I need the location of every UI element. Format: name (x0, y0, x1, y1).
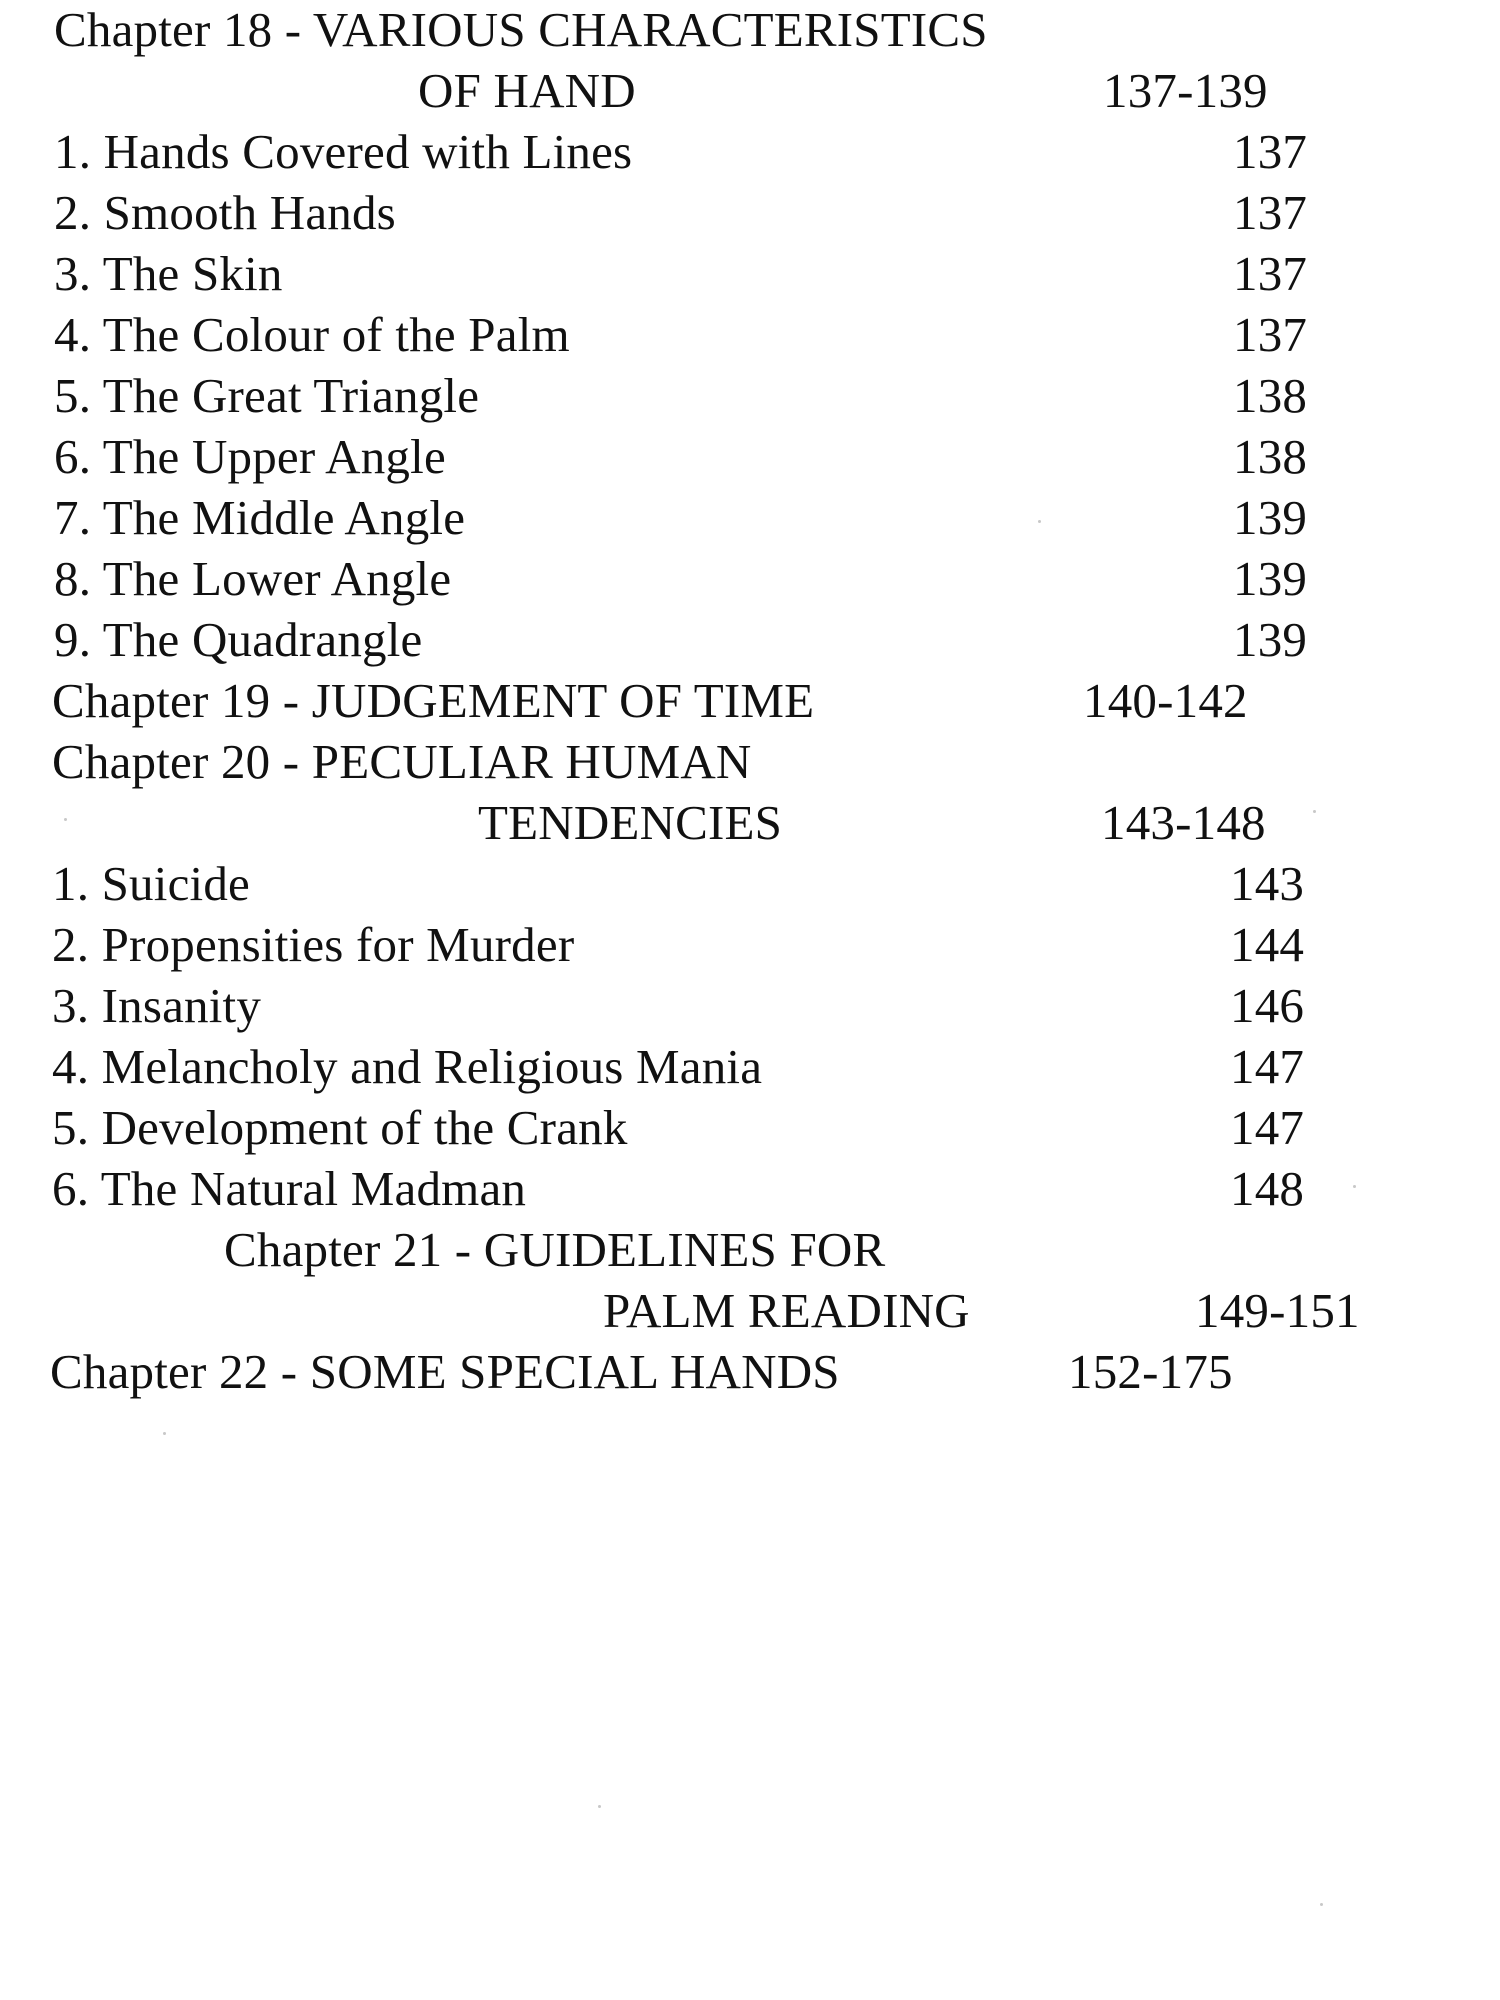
scan-speck (1038, 520, 1041, 523)
toc-item-page: 144 (1230, 917, 1305, 972)
chapter-20-title-line2: TENDENCIES (478, 795, 783, 850)
toc-item-page: 137 (1233, 307, 1308, 362)
toc-item-page: 147 (1230, 1039, 1305, 1094)
chapter-19-pages: 140-142 (1083, 673, 1248, 728)
toc-item-label: 4. The Colour of the Palm (54, 307, 570, 362)
toc-item-page: 139 (1233, 612, 1308, 667)
scan-speck (1353, 1185, 1356, 1188)
toc-item-label: 6. The Upper Angle (54, 429, 446, 484)
chapter-20-pages: 143-148 (1101, 795, 1266, 850)
scan-speck (1313, 810, 1316, 813)
chapter-19-title: Chapter 19 - JUDGEMENT OF TIME (52, 673, 815, 728)
chapter-18-title-line2: OF HAND (418, 63, 636, 118)
toc-item-page: 137 (1233, 246, 1308, 301)
chapter-21-pages: 149-151 (1195, 1283, 1360, 1338)
toc-item-page: 143 (1230, 856, 1305, 911)
toc-item-label: 2. Smooth Hands (54, 185, 396, 240)
toc-item-page: 137 (1233, 124, 1308, 179)
chapter-18-pages: 137-139 (1103, 63, 1268, 118)
scan-speck (1320, 1903, 1323, 1906)
toc-item-label: 5. Development of the Crank (52, 1100, 628, 1155)
toc-item-page: 139 (1233, 551, 1308, 606)
toc-item-label: 8. The Lower Angle (54, 551, 452, 606)
toc-item-label: 4. Melancholy and Religious Mania (52, 1039, 763, 1094)
toc-item-page: 148 (1230, 1161, 1305, 1216)
toc-item-label: 5. The Great Triangle (54, 368, 480, 423)
toc-item-page: 147 (1230, 1100, 1305, 1155)
toc-item-label: 9. The Quadrangle (54, 612, 423, 667)
chapter-21-title-line1: Chapter 21 - GUIDELINES FOR (224, 1222, 886, 1277)
chapter-22-title: Chapter 22 - SOME SPECIAL HANDS (50, 1344, 840, 1399)
toc-item-label: 3. Insanity (52, 978, 262, 1033)
chapter-20-title-line1: Chapter 20 - PECULIAR HUMAN (52, 734, 752, 789)
toc-item-label: 7. The Middle Angle (54, 490, 466, 545)
chapter-21-title-line2: PALM READING (603, 1283, 970, 1338)
scan-speck (598, 1805, 601, 1808)
toc-item-label: 6. The Natural Madman (52, 1161, 527, 1216)
chapter-18-title-line1: Chapter 18 - VARIOUS CHARACTERISTICS (54, 2, 988, 57)
toc-item-page: 138 (1233, 368, 1308, 423)
toc-item-page: 137 (1233, 185, 1308, 240)
toc-item-label: 3. The Skin (54, 246, 283, 301)
chapter-22-pages: 152-175 (1068, 1344, 1233, 1399)
toc-item-page: 139 (1233, 490, 1308, 545)
scan-speck (64, 818, 67, 821)
toc-item-label: 1. Hands Covered with Lines (54, 124, 633, 179)
scan-speck (163, 1432, 166, 1435)
toc-item-label: 1. Suicide (52, 856, 250, 911)
toc-item-page: 146 (1230, 978, 1305, 1033)
toc-item-label: 2. Propensities for Murder (52, 917, 575, 972)
toc-item-page: 138 (1233, 429, 1308, 484)
